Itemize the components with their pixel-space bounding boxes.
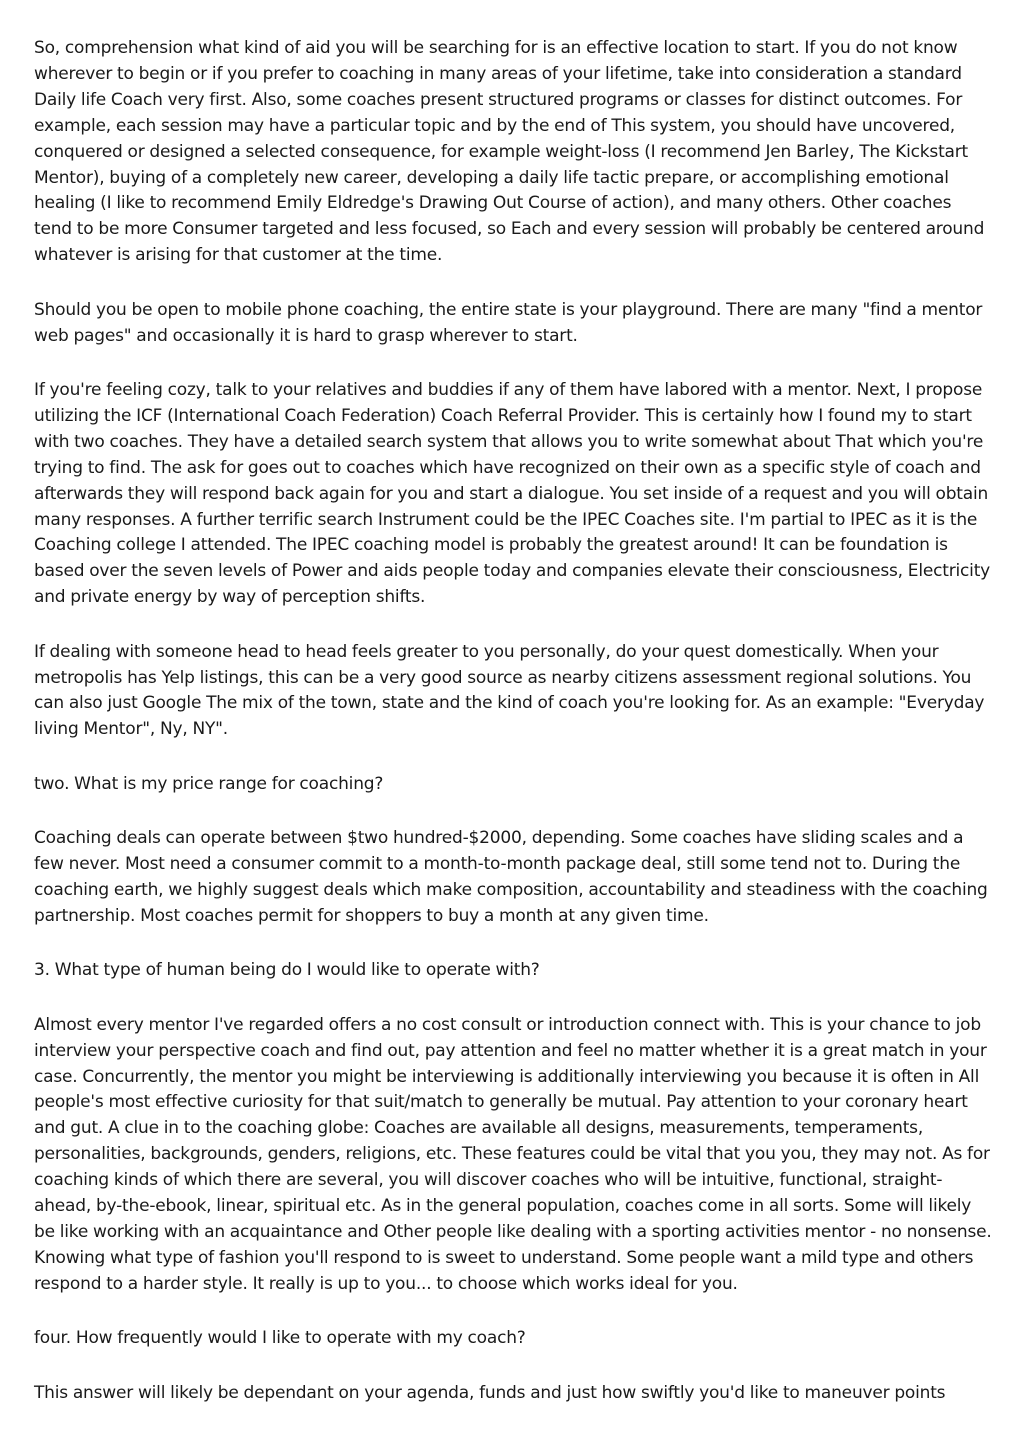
- paragraph-agenda-funds: This answer will likely be dependant on your agenda, funds and just how swiftly you'd like to maneuver points: [34, 1382, 946, 1403]
- paragraph-coaching-deals: Coaching deals can operate between $two hundred-$2000, depending. Some coaches have sliding scales and a few never. Most need a consumer commit to a month-to-month package deal, still some tend not to. During the coaching earth, we highly suggest deals which make composition, accountability and steadiness with the coaching partnership. Most coaches permit for shoppers to buy a month at any given time.: [34, 828, 988, 926]
- paragraph-what-kind-of-aid: So, comprehension what kind of aid you will be searching for is an effective location to start. If you do not know wherever to begin or if you prefer to coaching in many areas of your lifetime, take into consideration a standard Daily life Coach very first. Also, some coaches present structured programs or classes for distinct outcomes. For example, each session may have a particular topic and by the end of This system, you should have uncovered, conquered or designed a selected consequence, for example weight-loss (I recommend Jen Barley, The Kickstart Mentor), buying of a completely new career, developing a daily life tactic prepare, or accomplishing emotional healing (I like to recommend Emily Eldredge's Drawing Out Course of action), and many others. Other coaches tend to be more Consumer targeted and less focused, so Each and every session will probably be centered around whatever is arising for that customer at the time.: [34, 38, 985, 266]
- paragraph-icf-referral: If you're feeling cozy, talk to your relatives and buddies if any of them have labored with a mentor. Next, I propose utilizing the ICF (International Coach Federation) Coach Referral Provider. This is certainly how I found my to start with two coaches. They have a detailed search system that allows you to write somewhat about That which you're trying to find. The ask for goes out to coaches which have recognized on their own as a specific style of coach and afterwards they will respond back again for you and start a dialogue. You set inside of a request and you will obtain many responses. A further terrific search Instrument could be the IPEC Coaches site. I'm partial to IPEC as it is the Coaching college I attended. The IPEC coaching model is probably the greatest around! It can be foundation is based over the seven levels of Power and aids people today and companies elevate their consciousness, Electricity and private energy by way of perception shifts.: [34, 379, 991, 608]
- paragraph-phone-coaching: Should you be open to mobile phone coaching, the entire state is your playground. There are many "find a mentor web pages" and occasionally it is hard to grasp wherever to start.: [34, 299, 983, 346]
- paragraph-free-consult: Almost every mentor I've regarded offers a no cost consult or introduction connect with. This is your chance to job interview your perspective coach and find out, pay attention and feel no matter whether it is a great match in your case. Concurrently, the mentor you might be interviewing is additionally interviewing you because it is often in All people's most effective curiosity for that suit/match to generally be mutual. Pay attention to your coronary heart and gut. A clue in to the coaching globe: Coaches are available all designs, measurements, temperaments, personalities, backgrounds, genders, religions, etc. These features could be vital that you you, they may not. As for coaching kinds of which there are several, you will discover coaches who will be intuitive, functional, straight-ahead, by-the-ebook, linear, spiritual etc. As in the general population, coaches come in all sorts. Some will likely be like working with an acquaintance and Other people like dealing with a sporting activities mentor - no nonsense. Knowing what type of fashion you'll respond to is sweet to understand. Some people want a mild type and others respond to a harder style. It really is up to you... to choose which works ideal for you.: [34, 1014, 992, 1294]
- heading-how-frequently: four. How frequently would I like to operate with my coach?: [34, 1328, 526, 1349]
- document-body: [34, 36, 994, 1406]
- heading-price-range: two. What is my price range for coaching?: [34, 773, 384, 794]
- paragraph-local-search: If dealing with someone head to head feels greater to you personally, do your quest domestically. When your metropolis has Yelp listings, this can be a very good source as nearby citizens assessment regional solutions. You can also just Google The mix of the town, state and the kind of coach you're looking for. As an example: "Everyday living Mentor", Ny, NY".: [34, 641, 985, 740]
- heading-type-of-person: 3. What type of human being do I would like to operate with?: [34, 960, 540, 981]
